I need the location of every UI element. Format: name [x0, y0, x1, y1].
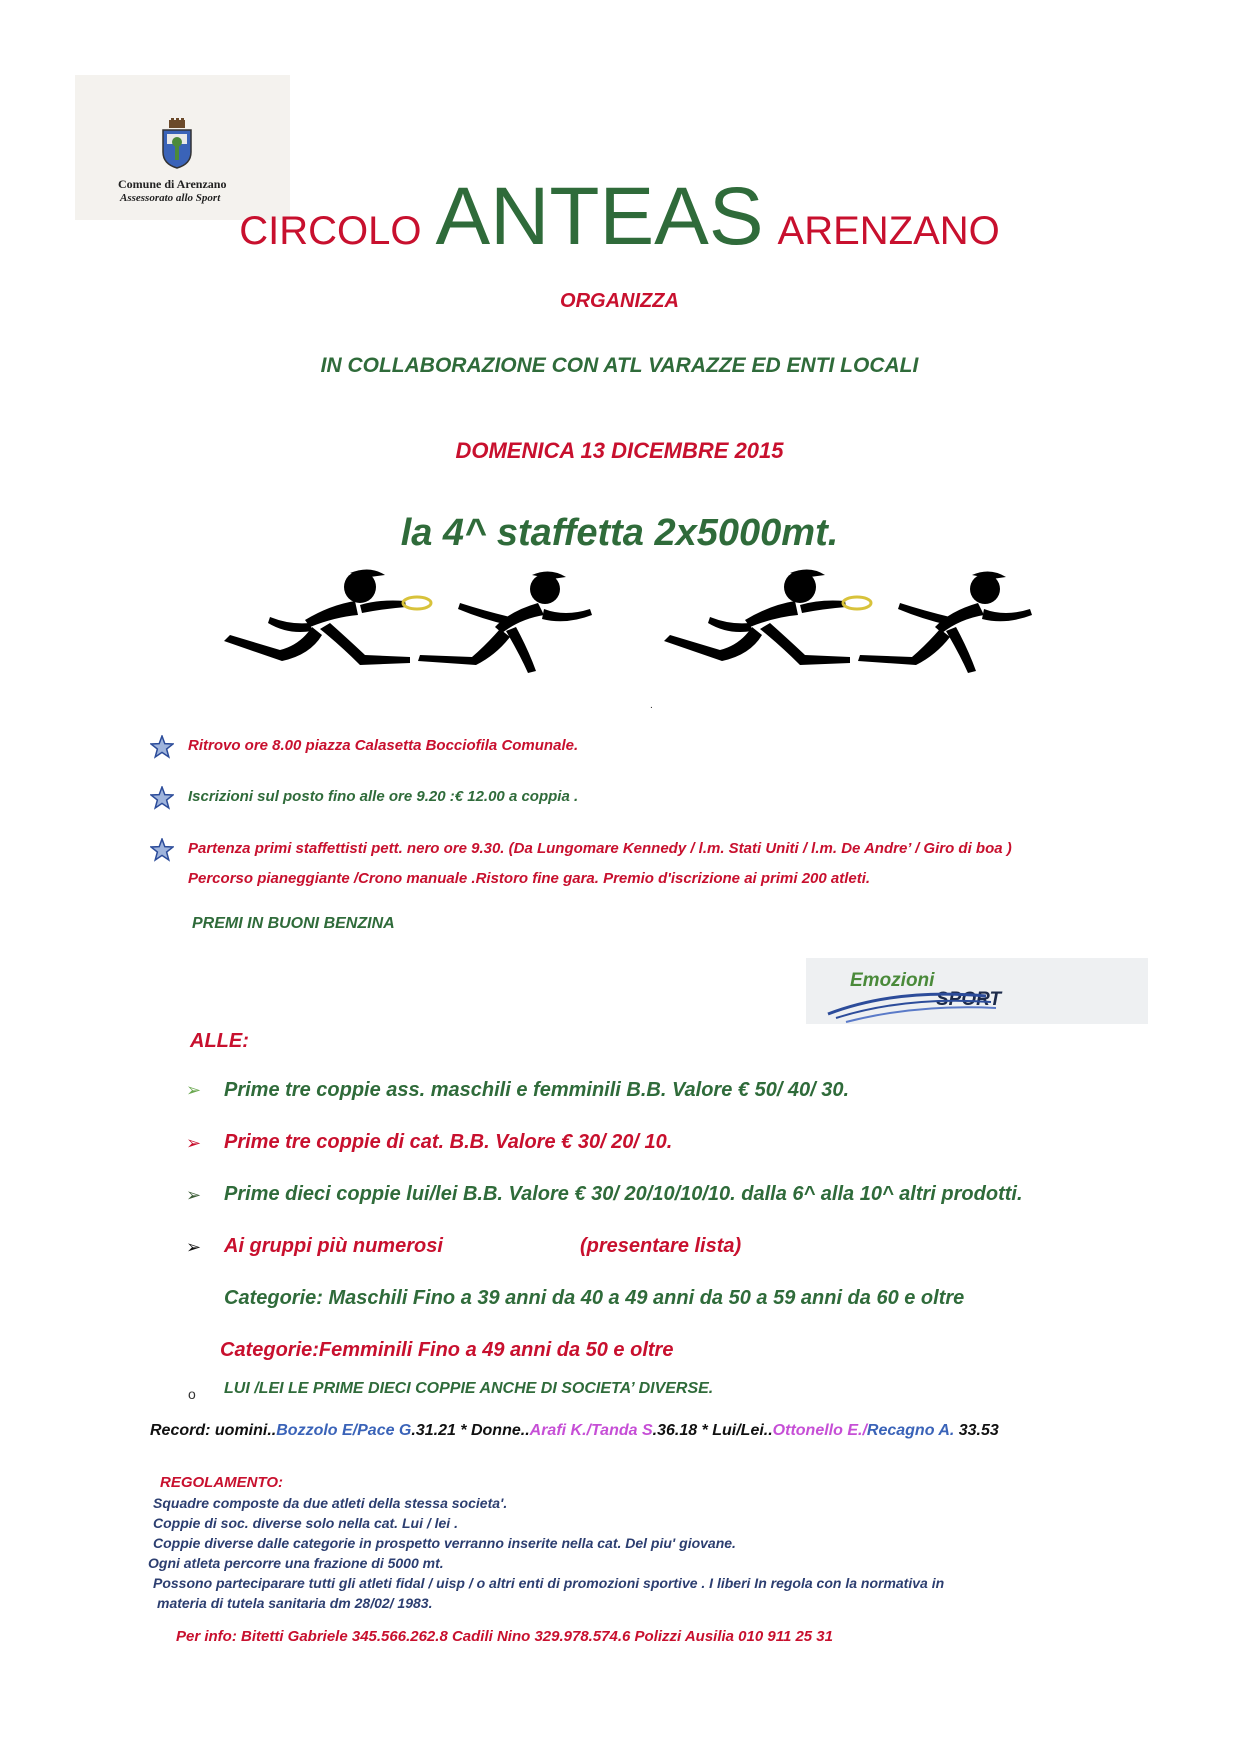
contacts-line: Per info: Bitetti Gabriele 345.566.262.8 Cadili Nino 329.978.574.6 Polizzi Ausilia 010 911 25 31	[176, 1628, 833, 1645]
arrow-bullet-icon: ➢	[186, 1237, 202, 1257]
records-line	[150, 1422, 999, 1440]
regolamento-line: Ogni atleta percorre una frazione di 5000 mt.	[148, 1555, 444, 1571]
regolamento-line: Coppie diverse dalle categorie in prospetto verranno inserite nella cat. Del piu' giovane.	[153, 1535, 736, 1551]
page-title	[0, 170, 1239, 264]
circle-bullet-icon: o	[188, 1386, 196, 1402]
arrow-bullet-icon: ➢	[186, 1133, 202, 1153]
crest-icon	[157, 118, 197, 170]
arrow-bullet-icon: ➢	[186, 1185, 202, 1205]
prize-category: Prime tre coppie di cat. B.B. Valore € 30/ 20/ 10.	[224, 1131, 673, 1153]
record-women-time: .36.18 * Lui/Lei..	[652, 1422, 773, 1439]
event-date: DOMENICA 13 DICEMBRE 2015	[455, 438, 784, 463]
sponsor-line2: SPORT	[936, 989, 1002, 1010]
record-label: Record: uomini..	[150, 1422, 277, 1439]
record-mixed-name2: Recagno A.	[866, 1422, 955, 1439]
luilei-note: LUI /LEI LE PRIME DIECI COPPIE ANCHE DI SOCIETA’ DIVERSE.	[224, 1380, 714, 1397]
regolamento-line: materia di tutela sanitaria dm 28/02/ 1983.	[157, 1595, 433, 1611]
sponsor-logo	[806, 958, 1148, 1024]
sponsor-swoosh-icon	[806, 958, 1148, 1024]
logo-municipality-name: Comune di Arenzano	[118, 177, 227, 191]
title-main: ANTEAS	[435, 171, 764, 262]
prize-luilei: Prime dieci coppie lui/lei B.B. Valore € 30/ 20/10/10/10. dalla 6^ alla 10^ altri prodotti.	[224, 1183, 1023, 1205]
star-bullet-icon	[150, 838, 174, 862]
prize-groups: Ai gruppi più numerosi	[224, 1235, 443, 1257]
logo-department-name: Assessorato allo Sport	[120, 192, 221, 204]
alle-heading: ALLE:	[190, 1030, 249, 1052]
relay-runners-illustration	[210, 565, 1090, 685]
title-left: CIRCOLO	[239, 209, 422, 253]
prize-groups-note: (presentare lista)	[580, 1235, 742, 1257]
title-right: ARENZANO	[777, 209, 1000, 253]
record-mixed-name1: Ottonello E./	[772, 1422, 867, 1439]
categories-male: Categorie: Maschili Fino a 39 anni da 40 a 49 anni da 50 a 59 anni da 60 e oltre	[224, 1287, 965, 1309]
arrow-bullet-icon: ➢	[186, 1080, 202, 1100]
record-women-names: Arafi K./Tanda S	[529, 1422, 653, 1439]
regolamento-line: Possono parteciparare tutti gli atleti fidal / uisp / o altri enti di promozioni sportive . I liberi In regola con la normativa in	[153, 1575, 945, 1591]
organizza-heading: ORGANIZZA	[560, 290, 679, 312]
regolamento-line: Squadre composte da due atleti della stessa societa'.	[153, 1495, 508, 1511]
star-bullet-icon	[150, 735, 174, 759]
record-men-names: Bozzolo E/Pace G	[276, 1422, 412, 1439]
star-bullet-icon	[150, 786, 174, 810]
collaboration-line: IN COLLABORAZIONE CON ATL VARAZZE ED ENTI LOCALI	[320, 354, 919, 377]
categories-female: Categorie:Femminili Fino a 49 anni da 50 e oltre	[220, 1339, 674, 1361]
regolamento-title: REGOLAMENTO:	[160, 1474, 284, 1491]
event-name: la 4^ staffetta 2x5000mt.	[400, 512, 839, 554]
sponsor-line1: Emozioni	[850, 970, 935, 991]
prize-absolute: Prime tre coppie ass. maschili e femminili B.B. Valore € 50/ 40/ 30.	[224, 1079, 850, 1101]
stray-dot: .	[650, 700, 653, 711]
regolamento-line: Coppie di soc. diverse solo nella cat. Lui / lei .	[153, 1515, 458, 1531]
info-start: Partenza primi staffettisti pett. nero ore 9.30. (Da Lungomare Kennedy / l.m. Stati Uniti / l.m. De Andre’ / Giro di boa )	[188, 840, 1012, 857]
prizes-heading: PREMI IN BUONI BENZINA	[192, 915, 395, 932]
info-meeting-point: Ritrovo ore 8.00 piazza Calasetta Bocciofila Comunale.	[188, 737, 579, 754]
info-registration: Iscrizioni sul posto fino alle ore 9.20 :€ 12.00 a coppia .	[188, 788, 579, 805]
info-course: Percorso pianeggiante /Crono manuale .Ristoro fine gara. Premio d'iscrizione ai primi 200 atleti.	[188, 870, 871, 887]
record-men-time: .31.21 * Donne..	[411, 1422, 530, 1439]
record-mixed-time: 33.53	[954, 1422, 999, 1439]
